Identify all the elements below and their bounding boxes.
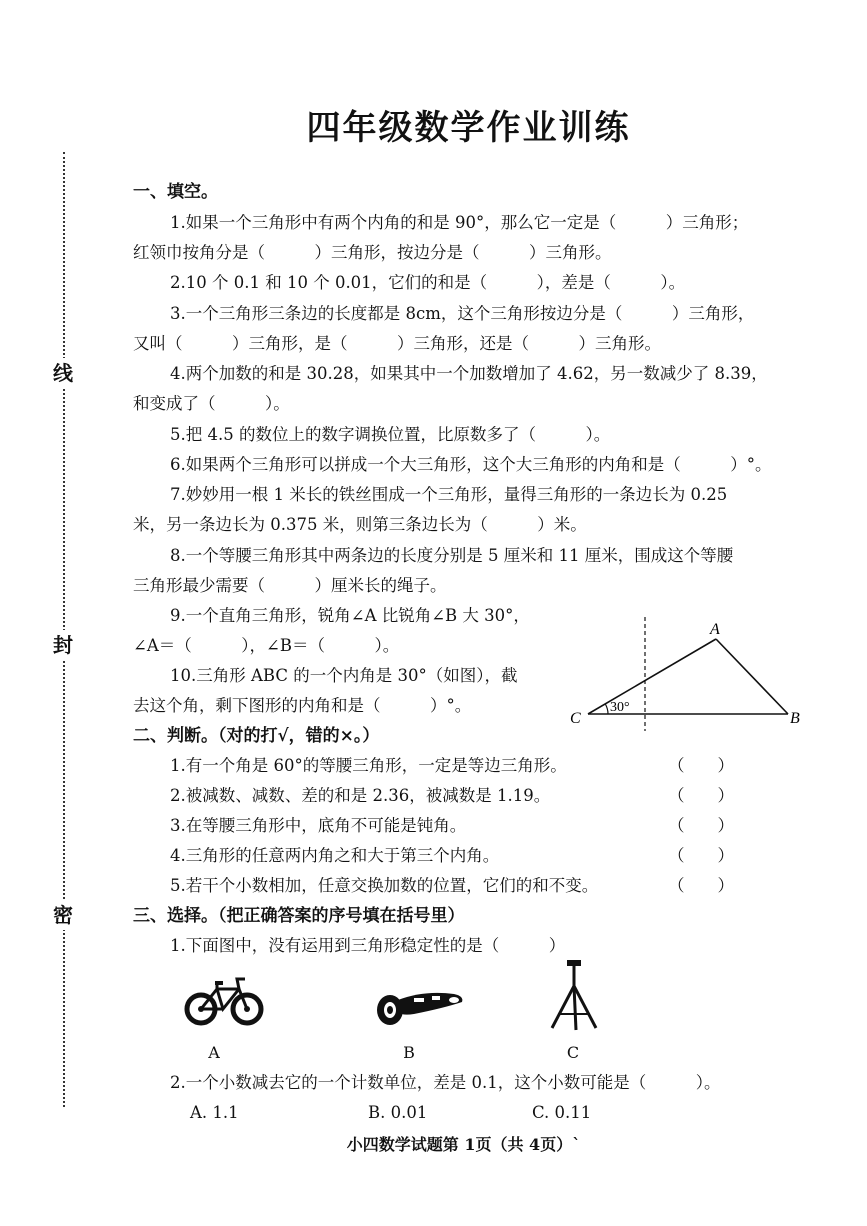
section-judge-heading: 二、判断。（对的打√，错的×。） [133,726,380,746]
judge-item-2: 2.被减数、减数、差的和是 2.36，被减数是 1.19。 [170,786,551,805]
choice-q2: 2.一个小数减去它的一个计数单位，差是 0.1，这个小数可能是（ ）。 [170,1073,721,1092]
fill-line-15: ∠A＝（ ），∠B＝（ ）。 [133,636,400,655]
judge-paren-4[interactable]: （ ） [668,846,734,865]
fill-line-7: 和变成了（ ）。 [133,394,290,413]
page-footer: 小四数学试题第 1页（共 4页）` [346,1135,581,1154]
choice-q2-option-a: A. 1.1 [190,1103,239,1122]
judge-paren-2[interactable]: （ ） [668,786,734,805]
bicycle-icon [183,975,265,1027]
choice-q1: 1.下面图中，没有运用到三角形稳定性的是（ ） [170,936,566,955]
fill-line-2: 红领巾按角分是（ ）三角形，按边分是（ ）三角形。 [133,243,612,262]
fill-line-8: 5.把 4.5 的数位上的数字调换位置，比原数多了（ ）。 [170,425,611,444]
fill-line-17: 去这个角，剩下图形的内角和是（ ）°。 [133,696,472,715]
triangle-abc-figure [560,615,820,735]
vertex-c-label: C [570,710,581,727]
judge-item-5: 5.若干个小数相加，任意交换加数的位置，它们的和不变。 [170,876,599,895]
judge-item-3: 3.在等腰三角形中，底角不可能是钝角。 [170,816,467,835]
choice-q2-option-b: B. 0.01 [368,1103,428,1122]
angle-arc [605,704,608,714]
choice-label-b: B [403,1043,415,1062]
choice-label-c: C [566,1043,580,1062]
binding-char-feng: 封 [48,630,78,660]
angle-30-label: 30° [610,700,630,715]
side-ab [716,639,788,714]
fill-line-12: 8.一个等腰三角形其中两条边的长度分别是 5 厘米和 11 厘米，围成这个等腰 [170,546,734,565]
section-choice-heading: 三、选择。（把正确答案的序号填在括号里） [133,906,465,926]
fill-line-16: 10.三角形 ABC 的一个内角是 30°（如图），截 [170,666,518,685]
section-fill-heading: 一、填空。 [133,182,218,202]
hoverboard-icon [374,986,466,1028]
page-title: 四年级数学作业训练 [306,108,631,148]
judge-paren-5[interactable]: （ ） [668,876,734,895]
choice-label-a: A [208,1043,220,1062]
binding-char-mi: 密 [48,900,78,930]
vertex-a-label: A [710,621,720,638]
judge-item-4: 4.三角形的任意两内角之和大于第三个内角。 [170,846,500,865]
judge-paren-1[interactable]: （ ） [668,756,734,775]
fill-line-4: 3.一个三角形三条边的长度都是 8cm，这个三角形按边分是（ ）三角形， [170,304,755,323]
side-ca [588,639,716,714]
choice-q2-option-c: C. 0.11 [532,1103,592,1122]
vertex-b-label: B [790,710,800,727]
fill-line-10: 7.妙妙用一根 1 米长的铁丝围成一个三角形，量得三角形的一条边长为 0.25 [170,485,728,504]
tripod-icon [548,958,600,1032]
fill-line-13: 三角形最少需要（ ）厘米长的绳子。 [133,576,447,595]
fill-line-11: 米，另一条边长为 0.375 米，则第三条边长为（ ）米。 [133,515,587,534]
fill-line-1: 1.如果一个三角形中有两个内角的和是 90°，那么它一定是（ ）三角形； [170,213,749,232]
judge-paren-3[interactable]: （ ） [668,816,734,835]
binding-char-xian: 线 [48,358,78,388]
judge-item-1: 1.有一个角是 60°的等腰三角形，一定是等边三角形。 [170,756,567,775]
fill-line-5: 又叫（ ）三角形，是（ ）三角形，还是（ ）三角形。 [133,334,661,353]
fill-line-3: 2.10 个 0.1 和 10 个 0.01，它们的和是（ ），差是（ ）。 [170,273,686,292]
fill-line-9: 6.如果两个三角形可以拼成一个大三角形，这个大三角形的内角和是（ ）°。 [170,455,772,474]
fill-line-6: 4.两个加数的和是 30.28，如果其中一个加数增加了 4.62，另一数减少了 8.39， [170,364,768,383]
fill-line-14: 9.一个直角三角形，锐角∠A 比锐角∠B 大 30°， [170,606,530,625]
